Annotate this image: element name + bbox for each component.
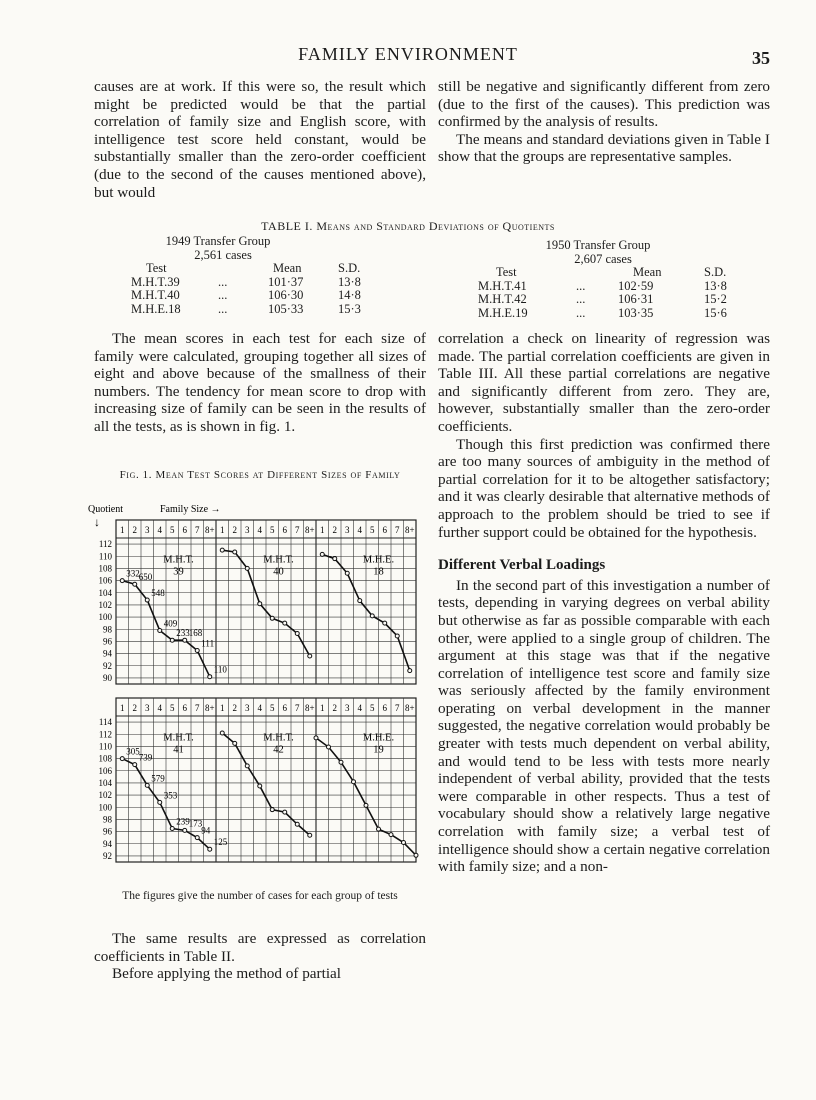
data-point (258, 784, 262, 788)
col-header-test: Test (146, 261, 167, 275)
series-name: M.H.T. (263, 732, 294, 744)
y-tick-label: 104 (98, 777, 112, 788)
x-tick-label: 1 (120, 525, 125, 535)
data-point (158, 628, 162, 632)
data-label: 409 (163, 618, 178, 629)
data-point (195, 649, 199, 653)
x-tick-label: 4 (357, 703, 362, 713)
x-tick-label: 3 (245, 525, 250, 535)
quotient-label: Quotient (88, 504, 123, 515)
x-tick-label: 6 (182, 703, 187, 713)
data-point (408, 669, 412, 673)
paragraph: The mean scores in each test for each size of family were calculated, grouping together all sizes of eight and above because of the smallness of their numbers. The tendency for mean score to drop with increasing size of family can be seen in the results of all the tests, as is shown in fig. 1. (94, 330, 426, 435)
y-tick-label: 106 (98, 575, 112, 586)
data-point (308, 654, 312, 658)
data-point (233, 741, 237, 745)
data-point (245, 764, 249, 768)
group-cases: 2,561 cases (194, 247, 252, 262)
x-tick-label: 4 (257, 525, 262, 535)
left-column-bottom (94, 930, 426, 983)
x-tick-label: 2 (332, 703, 337, 713)
data-point (308, 833, 312, 837)
y-tick-label: 100 (98, 612, 112, 623)
y-tick-label: 96 (103, 826, 112, 837)
right-column-bottom (438, 330, 770, 876)
paragraph: correlation a check on linearity of regression was made. The partial correlation coefficients are given in Table III. All these partial correlations are negative and significantly different from zero. They are, however, substantially smaller than the zero-order coefficients. (438, 330, 770, 435)
group-cases: 2,607 cases (574, 251, 632, 266)
left-column-middle (94, 330, 426, 436)
data-point (364, 803, 368, 807)
x-tick-label: 5 (170, 703, 175, 713)
series-name: 40 (273, 566, 284, 578)
x-tick-label: 5 (370, 703, 375, 713)
data-point (339, 760, 343, 764)
data-point (120, 579, 124, 583)
data-point (183, 638, 187, 642)
x-tick-label: 1 (320, 703, 325, 713)
x-tick-label: 2 (132, 525, 137, 535)
table-row: M.H.T.39 ... 101·37 13·8 (131, 274, 361, 289)
data-point (183, 828, 187, 832)
data-point (195, 836, 199, 840)
y-tick-label: 98 (103, 814, 112, 825)
x-tick-label: 2 (132, 703, 137, 713)
series-name: 19 (373, 744, 384, 756)
x-tick-label: 3 (345, 703, 350, 713)
x-tick-label: 7 (395, 525, 400, 535)
series-name: M.H.T. (263, 554, 294, 566)
table-group-1949 (128, 235, 378, 316)
series-name: M.H.E. (362, 732, 395, 744)
data-label: 305 (126, 746, 140, 757)
y-tick-label: 94 (103, 648, 112, 659)
x-tick-label: 1 (320, 525, 325, 535)
series-name: M.H.E. (362, 554, 395, 566)
data-label: 233 (176, 628, 190, 639)
data-label: 168 (188, 628, 203, 639)
y-tick-label: 110 (98, 741, 112, 752)
col-header-mean: Mean (273, 261, 302, 275)
data-label: 353 (163, 790, 178, 801)
x-tick-label: 4 (157, 525, 162, 535)
figure-caption: Fig. 1. Mean Test Scores at Different Sizes of Family (119, 469, 401, 481)
paragraph: The same results are expressed as correlation coefficients in Table II. (94, 930, 426, 965)
x-tick-label: 3 (145, 703, 150, 713)
table-title: Means and Standard Deviations of Quotients (316, 219, 555, 233)
paragraph: Though this first prediction was confirmed there are too many sources of ambiguity in the method of partial correlation for it to be altogether satisfactory; and it was clearly desirable that alternative methods of approach to the problem should be tried to see if further support could be obtained for the hypothesis. (438, 435, 770, 541)
data-point (295, 822, 299, 826)
data-label: 239 (176, 816, 190, 827)
data-point (352, 780, 356, 784)
data-label: 173 (188, 818, 203, 829)
x-tick-label: 7 (195, 525, 200, 535)
figure-note: The figures give the number of cases for each group of tests (122, 890, 398, 902)
col-header-sd: S.D. (338, 261, 361, 275)
data-point (220, 731, 224, 735)
x-tick-label: 6 (382, 525, 387, 535)
data-point (145, 598, 149, 602)
x-tick-label: 6 (182, 525, 187, 535)
y-tick-label: 102 (98, 790, 112, 801)
y-tick-label: 114 (98, 717, 112, 728)
family-size-label: Family Size → (160, 504, 221, 515)
data-point (133, 763, 137, 767)
y-tick-label: 106 (98, 765, 112, 776)
x-tick-label: 8+ (204, 703, 215, 713)
x-tick-label: 3 (345, 525, 350, 535)
y-tick-label: 112 (98, 539, 112, 550)
x-tick-label: 2 (332, 525, 337, 535)
col-header-sd: S.D. (704, 265, 727, 279)
table-row: M.H.T.41 ... 102·59 13·8 (478, 278, 727, 293)
x-tick-label: 3 (145, 525, 150, 535)
x-tick-label: 8+ (304, 525, 315, 535)
x-tick-label: 4 (357, 525, 362, 535)
series-name: 39 (173, 566, 184, 578)
data-point (233, 550, 237, 554)
col-header-test: Test (496, 265, 517, 279)
data-point (170, 827, 174, 831)
data-label: 111 (201, 638, 215, 649)
paragraph: causes are at work. If this were so, the result which might be predicted would be that the partial correlation of family size and English score, with intelligence test score held constant, would be substantially smaller than the zero-order coefficient (due to the second of the causes mentioned above), but would (94, 78, 426, 201)
x-tick-label: 1 (220, 703, 225, 713)
right-column-top (438, 78, 770, 166)
x-tick-label: 4 (257, 703, 262, 713)
table-row: M.H.E.18 ... 105·33 15·3 (131, 301, 361, 316)
table-group-1950 (478, 239, 748, 320)
col-header-mean: Mean (633, 265, 662, 279)
data-label: 579 (151, 773, 165, 784)
x-tick-label: 5 (370, 525, 375, 535)
paragraph: The means and standard deviations given in Table I show that the groups are representative samples. (438, 130, 770, 166)
data-label: 110 (213, 664, 227, 675)
down-arrow: ↓ (94, 515, 100, 529)
series-name: 18 (373, 566, 384, 578)
running-head: FAMILY ENVIRONMENT (298, 44, 518, 64)
data-point (314, 736, 318, 740)
data-point (389, 833, 393, 837)
data-point (170, 638, 174, 642)
data-point (395, 634, 399, 638)
y-tick-label: 98 (103, 624, 112, 635)
x-tick-label: 6 (282, 703, 287, 713)
data-label: 94 (201, 825, 211, 836)
x-tick-label: 5 (170, 525, 175, 535)
series-name: M.H.T. (163, 732, 194, 744)
y-tick-label: 96 (103, 636, 112, 647)
figure-1-chart (86, 498, 431, 888)
data-point (145, 783, 149, 787)
x-tick-label: 8+ (404, 703, 415, 713)
data-point (370, 614, 374, 618)
x-tick-label: 7 (295, 703, 300, 713)
data-point (283, 810, 287, 814)
data-point (120, 757, 124, 761)
page-number: 35 (752, 48, 770, 68)
data-point (333, 557, 337, 561)
data-label: 650 (138, 572, 153, 583)
series-name: 42 (273, 744, 284, 756)
data-point (358, 599, 362, 603)
x-tick-label: 3 (245, 703, 250, 713)
data-point (414, 853, 418, 857)
group-title: 1949 Transfer Group (165, 234, 271, 248)
paragraph: still be negative and significantly different from zero (due to the first of the causes). This prediction was confirmed by the analysis of results. (438, 78, 770, 131)
data-point (133, 582, 137, 586)
y-tick-label: 112 (98, 729, 112, 740)
group-title: 1950 Transfer Group (545, 238, 651, 252)
paragraph: In the second part of this investigation a number of tests, depending in varying degrees on verbal ability but otherwise as far as possible comparable with each other, were applied to a single group of children. The argument at this stage was that if the negative correlation of intelligence test score and family size was seriously affected by the family environment operating on verbal development in the manner suggested, the negative correlation would probably be greater with tests much dependent on verbal ability, and would tend to be less with tests more nearly independent of verbal ability, provided that the tests were comparable in other respects. Thus a test of vocabulary should show a relatively large negative correlation with family size; a verbal test of intelligence should show a certain negative correlation with family size; and a non- (438, 576, 770, 876)
series-name: M.H.T. (163, 554, 194, 566)
data-point (402, 841, 406, 845)
data-label: 125 (213, 837, 228, 848)
y-tick-label: 110 (98, 551, 112, 562)
data-point (270, 808, 274, 812)
data-point (327, 745, 331, 749)
data-point (270, 616, 274, 620)
y-tick-label: 92 (103, 850, 112, 861)
x-tick-label: 2 (232, 703, 237, 713)
series-name: 41 (173, 744, 184, 756)
x-tick-label: 1 (220, 525, 225, 535)
y-tick-label: 90 (103, 672, 112, 683)
x-tick-label: 6 (282, 525, 287, 535)
x-tick-label: 5 (270, 525, 275, 535)
left-column-top (94, 78, 426, 201)
data-point (295, 632, 299, 636)
x-tick-label: 4 (157, 703, 162, 713)
x-tick-label: 1 (120, 703, 125, 713)
table-row: M.H.T.42 ... 106·31 15·2 (478, 292, 727, 306)
y-tick-label: 100 (98, 802, 112, 813)
x-tick-label: 8+ (404, 525, 415, 535)
data-label: 548 (151, 588, 165, 599)
data-label: 332 (126, 568, 140, 579)
section-heading: Different Verbal Loadings (438, 557, 606, 574)
data-point (245, 566, 249, 570)
data-point (258, 602, 262, 606)
data-point (383, 621, 387, 625)
data-point (320, 552, 324, 556)
y-tick-label: 108 (98, 563, 112, 574)
table-caption (0, 219, 816, 234)
data-point (377, 827, 381, 831)
data-point (208, 847, 212, 851)
x-tick-label: 6 (382, 703, 387, 713)
table-number: TABLE I. (261, 219, 313, 233)
table-row: M.H.T.40 ... 106·30 14·8 (131, 288, 361, 302)
data-point (345, 571, 349, 575)
y-tick-label: 94 (103, 838, 112, 849)
y-tick-label: 92 (103, 660, 112, 671)
x-tick-label: 7 (395, 703, 400, 713)
data-point (208, 675, 212, 679)
data-label: 739 (138, 752, 153, 763)
y-tick-label: 104 (98, 587, 112, 598)
x-tick-label: 7 (295, 525, 300, 535)
table-row: M.H.E.19 ... 103·35 15·6 (478, 305, 727, 320)
x-tick-label: 7 (195, 703, 200, 713)
data-point (158, 800, 162, 804)
y-tick-label: 108 (98, 753, 112, 764)
x-tick-label: 8+ (204, 525, 215, 535)
data-point (220, 548, 224, 552)
x-tick-label: 2 (232, 525, 237, 535)
paragraph: Before applying the method of partial (112, 965, 342, 983)
x-tick-label: 5 (270, 703, 275, 713)
x-tick-label: 8+ (304, 703, 315, 713)
data-point (283, 621, 287, 625)
y-tick-label: 102 (98, 599, 112, 610)
